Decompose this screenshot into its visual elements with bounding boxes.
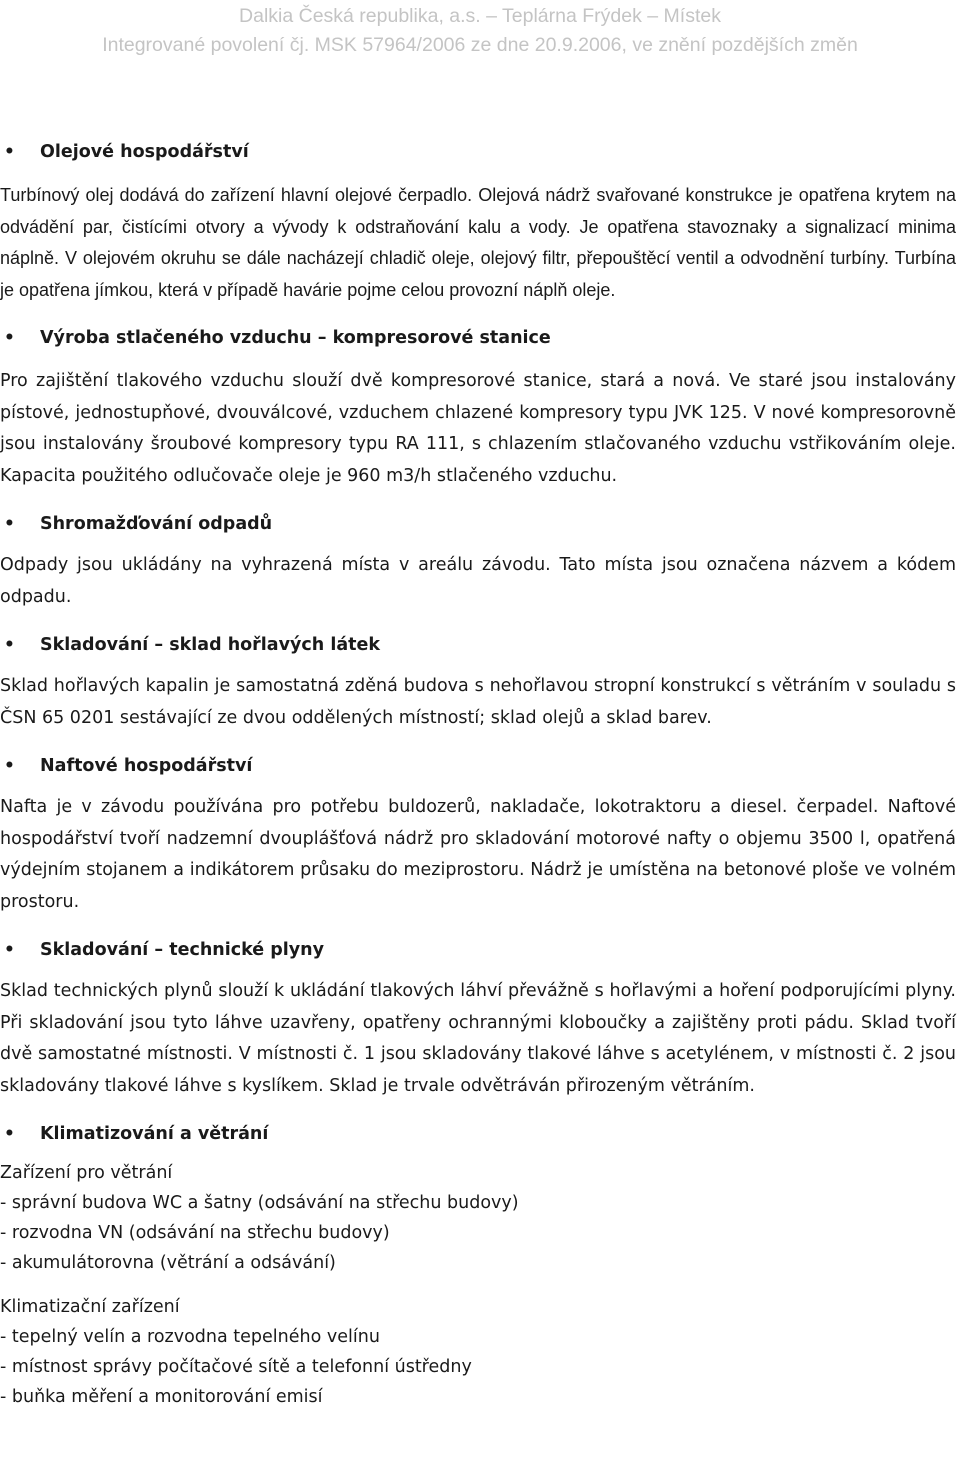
section-paragraph: Sklad hořlavých kapalin je samostatná zděná budova s nehořlavou stropní konstrukcí s větráním v souladu s ČSN 65 0201 sestávající ze dvou oddělených místností; sklad olejů a sklad barev. — [0, 676, 956, 728]
bullet-icon: • — [4, 756, 15, 776]
section-klimatizovani-vetrani — [0, 1116, 956, 1412]
bullet-icon: • — [4, 1124, 15, 1144]
document-body — [0, 134, 956, 1412]
section-heading — [0, 748, 956, 784]
section-paragraph: Turbínový olej dodává do zařízení hlavní olejové čerpadlo. Olejová nádrž svařované konstrukce je opatřena krytem na odvádění par, čistícími otvory a vývody k odstraňování kalu a vody. Je opatřena stavoznaky a signalizací minima náplně. V olejovém okruhu se dále nacházejí chladič oleje, olejový filtr, přepouštěcí ventil a odvodnění turbíny. Turbína je opatřena jímkou, která v případě havárie pojme celou provozní náplň oleje. — [0, 185, 956, 300]
section-paragraph: Sklad technických plynů slouží k ukládání tlakových láhví převážně s hořlavými a hoření podporujícími plyny. Při skladování jsou tyto láhve uzavřeny, opatřeny ochrannými kloboučky a zajištěny proti pádu. Sklad tvoří dvě samostatné místnosti. V místnosti č. 1 jsou skladovány tlakové láhve s acetylénem, v místnosti č. 2 jsou skladovány tlakové láhve s kyslíkem. Sklad je trvale odvětráván přirozeným větráním. — [0, 981, 956, 1096]
spacer — [0, 1278, 956, 1292]
section-naftove-hospodarstvi — [0, 748, 956, 918]
list-item: - správní budova WC a šatny (odsávání na střechu budovy) — [0, 1193, 519, 1213]
list-item: - místnost správy počítačové sítě a telefonní ústředny — [0, 1357, 472, 1377]
section-technicke-plyny — [0, 932, 956, 1102]
section-shromazdovani-odpadu — [0, 506, 956, 613]
bullet-icon: • — [4, 514, 15, 534]
header-line-2: Integrované povolení čj. MSK 57964/2006 ze dne 20.9.2006, ve znění pozdějších změn — [102, 34, 858, 56]
list-item: - tepelný velín a rozvodna tepelného velínu — [0, 1327, 380, 1347]
section-heading-text: Shromažďování odpadů — [40, 514, 273, 534]
section-heading-text: Olejové hospodářství — [40, 142, 249, 162]
section-heading-text: Naftové hospodářství — [40, 756, 253, 776]
list-item: - buňka měření a monitorování emisí — [0, 1387, 323, 1407]
section-heading-text: Klimatizování a větrání — [40, 1124, 269, 1144]
section-heading-text: Výroba stlačeného vzduchu – kompresorové stanice — [40, 328, 551, 348]
section-paragraph: Odpady jsou ukládány na vyhrazená místa v areálu závodu. Tato místa jsou označena názvem a kódem odpadu. — [0, 555, 956, 607]
header-line-1: Dalkia Česká republika, a.s. – Teplárna Frýdek – Místek — [239, 5, 721, 27]
section-heading — [0, 627, 956, 663]
section-heading — [0, 506, 956, 542]
bullet-icon: • — [4, 142, 15, 162]
page-header — [0, 0, 960, 60]
section-olejove-hospodarstvi — [0, 134, 956, 306]
bullet-icon: • — [4, 940, 15, 960]
list-item: - rozvodna VN (odsávání na střechu budovy) — [0, 1223, 390, 1243]
section-heading — [0, 320, 956, 356]
section-heading — [0, 1116, 956, 1152]
section-heading — [0, 932, 956, 968]
section-heading-text: Skladování – sklad hořlavých látek — [40, 635, 381, 655]
bullet-icon: • — [4, 635, 15, 655]
bullet-icon: • — [4, 328, 15, 348]
ventilation-title: Zařízení pro větrání — [0, 1163, 173, 1183]
ac-title: Klimatizační zařízení — [0, 1297, 180, 1317]
section-vyroba-vzduchu — [0, 320, 956, 492]
section-heading-text: Skladování – technické plyny — [40, 940, 325, 960]
list-item: - akumulátorovna (větrání a odsávání) — [0, 1253, 336, 1273]
section-heading — [0, 134, 956, 170]
section-paragraph: Nafta je v závodu používána pro potřebu buldozerů, nakladače, lokotraktoru a diesel. čerpadel. Naftové hospodářství tvoří nadzemní dvouplášťová nádrž pro skladování motorové nafty o objemu 3500 l, opatřená výdejním stojanem a indikátorem průsaku do meziprostoru. Nádrž je umístěna na betonové ploše ve volném prostoru. — [0, 797, 956, 912]
section-sklad-horlavych-latek — [0, 627, 956, 734]
section-paragraph: Pro zajištění tlakového vzduchu slouží dvě kompresorové stanice, stará a nová. Ve staré jsou instalovány pístové, jednostupňové, dvouválcové, vzduchem chlazené kompresory typu JVK 125. V nové kompresorovně jsou instalovány šroubové kompresory typu RA 111, s chlazením stlačovaného vzduchu vstřikováním oleje. Kapacita použitého odlučovače oleje je 960 m3/h stlačeného vzduchu. — [0, 371, 956, 486]
